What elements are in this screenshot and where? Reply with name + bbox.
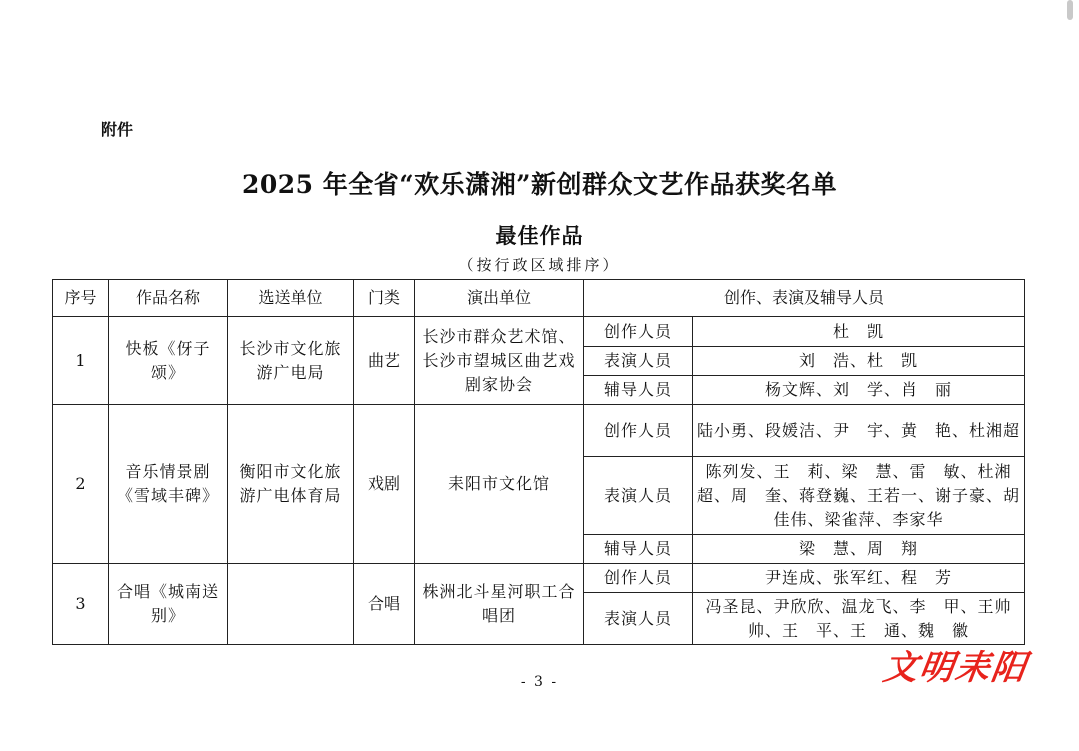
cell-role: 创作人员 [584,317,693,347]
table-header-row [53,280,1025,317]
header-performer: 演出单位 [415,280,584,317]
cell-role: 表演人员 [584,457,693,535]
cell-no: 1 [53,317,109,405]
table-row [53,317,1025,347]
header-staff: 创作、表演及辅导人员 [584,280,1025,317]
page-number: - 3 - [520,674,559,690]
page-title: 2025 年全省“欢乐潇湘”新创群众文艺作品获奖名单 [241,170,838,199]
cell-names: 尹连成、张军红、程 芳 [693,564,1025,593]
cell-unit [228,564,354,645]
cell-unit: 长沙市文化旅游广电局 [228,317,354,405]
cell-role: 辅导人员 [584,376,693,405]
header-work: 作品名称 [109,280,228,317]
table-row [53,564,1025,593]
attachment-label: 附件 [101,120,134,139]
sort-note: （按行政区域排序） [458,256,621,274]
cell-no: 2 [53,405,109,564]
cell-performer: 耒阳市文化馆 [415,405,584,564]
header-no: 序号 [53,280,109,317]
cell-performer: 长沙市群众艺术馆、长沙市望城区曲艺戏剧家协会 [415,317,584,405]
cell-names: 陈列发、王 莉、梁 慧、雷 敏、杜湘超、周 奎、蒋登巍、王若一、谢子豪、胡佳伟、梁雀萍、李家华 [693,457,1025,535]
scrollbar-thumb[interactable] [1067,0,1073,20]
header-category: 门类 [354,280,415,317]
cell-unit: 衡阳市文化旅游广电体育局 [228,405,354,564]
cell-names: 杨文辉、刘 学、肖 丽 [693,376,1025,405]
cell-names: 陆小勇、段媛洁、尹 宇、黄 艳、杜湘超 [693,405,1025,457]
cell-no: 3 [53,564,109,645]
cell-work: 音乐情景剧《雪域丰碑》 [109,405,228,564]
cell-role: 表演人员 [584,593,693,645]
cell-role: 表演人员 [584,347,693,376]
table-row [53,405,1025,457]
header-unit: 选送单位 [228,280,354,317]
cell-performer: 株洲北斗星河职工合唱团 [415,564,584,645]
watermark-logo: 文明耒阳 [880,648,1031,688]
cell-names: 杜 凯 [693,317,1025,347]
awards-table [52,279,1025,645]
cell-role: 创作人员 [584,564,693,593]
section-title: 最佳作品 [495,224,584,248]
cell-work: 合唱《城南送别》 [109,564,228,645]
cell-names: 冯圣昆、尹欣欣、温龙飞、李 甲、王帅帅、王 平、王 通、魏 徽 [693,593,1025,645]
cell-role: 创作人员 [584,405,693,457]
cell-work: 快板《伢子颂》 [109,317,228,405]
cell-category: 戏剧 [354,405,415,564]
cell-category: 合唱 [354,564,415,645]
cell-role: 辅导人员 [584,535,693,564]
cell-names: 刘 浩、杜 凯 [693,347,1025,376]
cell-names: 梁 慧、周 翔 [693,535,1025,564]
cell-category: 曲艺 [354,317,415,405]
